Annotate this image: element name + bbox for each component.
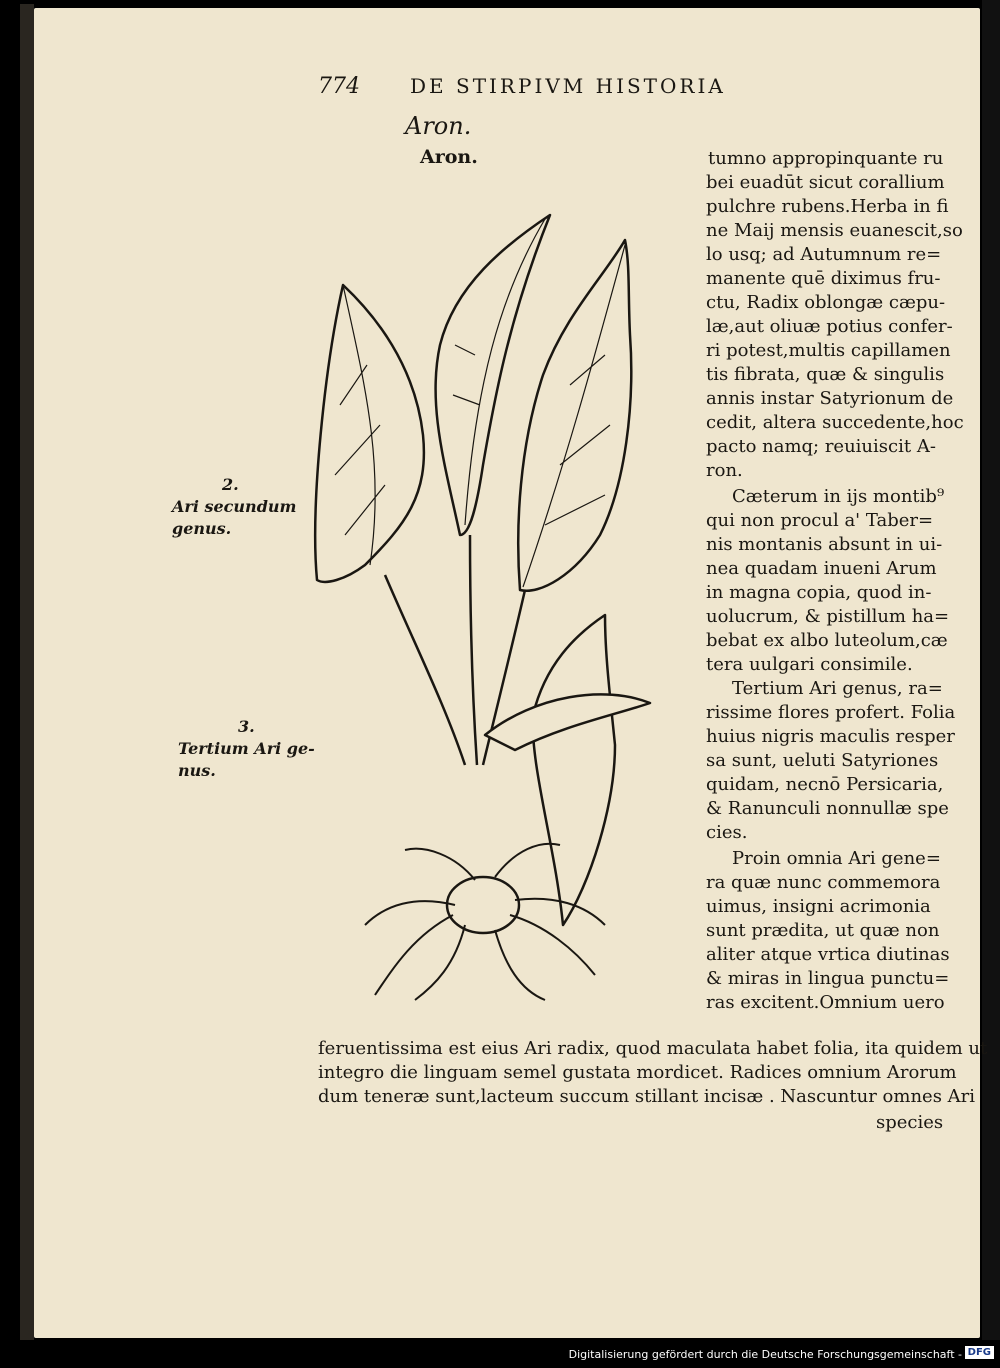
text-line: qui non procul a' Taber= <box>706 510 934 531</box>
running-title: DE STIRPIVM HISTORIA <box>410 74 726 98</box>
text-line: nea quadam inueni Arum <box>706 558 937 579</box>
margin-note-line: Ari secundum <box>172 497 297 516</box>
text-line: læ,aut oliuæ potius confer- <box>706 316 953 337</box>
page-number: 774 <box>318 74 360 99</box>
text-line: rissime flores profert. Folia <box>706 702 956 723</box>
text-line: in magna copia, quod in- <box>706 582 932 603</box>
text-line: ras excitent.Omnium uero <box>706 992 945 1013</box>
text-line: huius nigris maculis resper <box>706 726 955 747</box>
text-line: ra quæ nunc commemora <box>706 872 941 893</box>
margin-note-line: nus. <box>178 761 216 780</box>
text-line: uolucrum, & pistillum ha= <box>706 606 950 627</box>
text-line: tera uulgari consimile. <box>706 654 913 675</box>
leaf-right <box>518 240 631 591</box>
aron-plant-woodcut <box>305 205 655 1005</box>
text-line: ne Maij mensis euanescit,so <box>706 220 963 241</box>
margin-note-line: genus. <box>172 519 232 538</box>
text-line: cies. <box>706 822 748 843</box>
text-line: lo usq; ad Autumnum re= <box>706 244 942 265</box>
text-line: annis instar Satyrionum de <box>706 388 954 409</box>
funding-credit: Digitalisierung gefördert durch die Deutsche Forschungsgemeinschaft - <box>568 1348 962 1361</box>
book-page-edge <box>20 4 34 1340</box>
text-line: uimus, insigni acrimonia <box>706 896 931 917</box>
text-line: Tertium Ari genus, ra= <box>732 678 943 699</box>
text-line: ri potest,multis capillamen <box>706 340 951 361</box>
figure-title: Aron. <box>405 112 472 140</box>
text-line: aliter atque vrtica diutinas <box>706 944 950 965</box>
text-line: ron. <box>706 460 743 481</box>
dfg-logo: DFG <box>965 1346 994 1359</box>
margin-note-line: Tertium Ari ge- <box>178 739 315 758</box>
text-line-full: integro die linguam semel gustata mordicet. Radices omnium Arorum <box>318 1062 957 1083</box>
text-line: bei euadūt sicut corallium <box>706 172 945 193</box>
text-line: sunt prædita, ut quæ non <box>706 920 940 941</box>
text-line-full: dum teneræ sunt,lacteum succum stillant incisæ . Nascuntur omnes Ari <box>318 1086 976 1107</box>
text-line: & miras in lingua punctu= <box>706 968 950 989</box>
text-line: Proin omnia Ari gene= <box>732 848 941 869</box>
text-line-full: feruentissima est eius Ari radix, quod maculata habet folia, ita quidem ut <box>318 1038 988 1059</box>
leaf-left <box>315 285 424 582</box>
text-line: ctu, Radix oblongæ cæpu- <box>706 292 946 313</box>
scan-border-right <box>982 0 1000 1340</box>
margin-note-number: 2. <box>222 475 239 494</box>
text-line: nis montanis absunt in ui- <box>706 534 943 555</box>
root-bulb <box>447 877 519 933</box>
text-line: pacto namq; reuiuiscit A- <box>706 436 936 457</box>
text-line: & Ranunculi nonnullæ spe <box>706 798 949 819</box>
leaf-lower <box>533 615 615 925</box>
text-line: Cæterum in ijs montib⁹ <box>732 486 945 507</box>
text-line: quidam, necnō Persicaria, <box>706 774 944 795</box>
text-line: cedit, altera succedente,hoc <box>706 412 964 433</box>
text-line: pulchre rubens.Herba in fi <box>706 196 949 217</box>
text-line: tis fibrata, quæ & singulis <box>706 364 945 385</box>
catchword: species <box>876 1112 944 1133</box>
text-line: sa sunt, ueluti Satyriones <box>706 750 939 771</box>
text-line: bebat ex albo luteolum,cæ <box>706 630 948 651</box>
text-line: tumno appropinquante ru <box>708 148 944 169</box>
margin-note-number: 3. <box>238 717 255 736</box>
text-line: manente quē diximus fru- <box>706 268 941 289</box>
figure-caption: Aron. <box>420 146 478 168</box>
